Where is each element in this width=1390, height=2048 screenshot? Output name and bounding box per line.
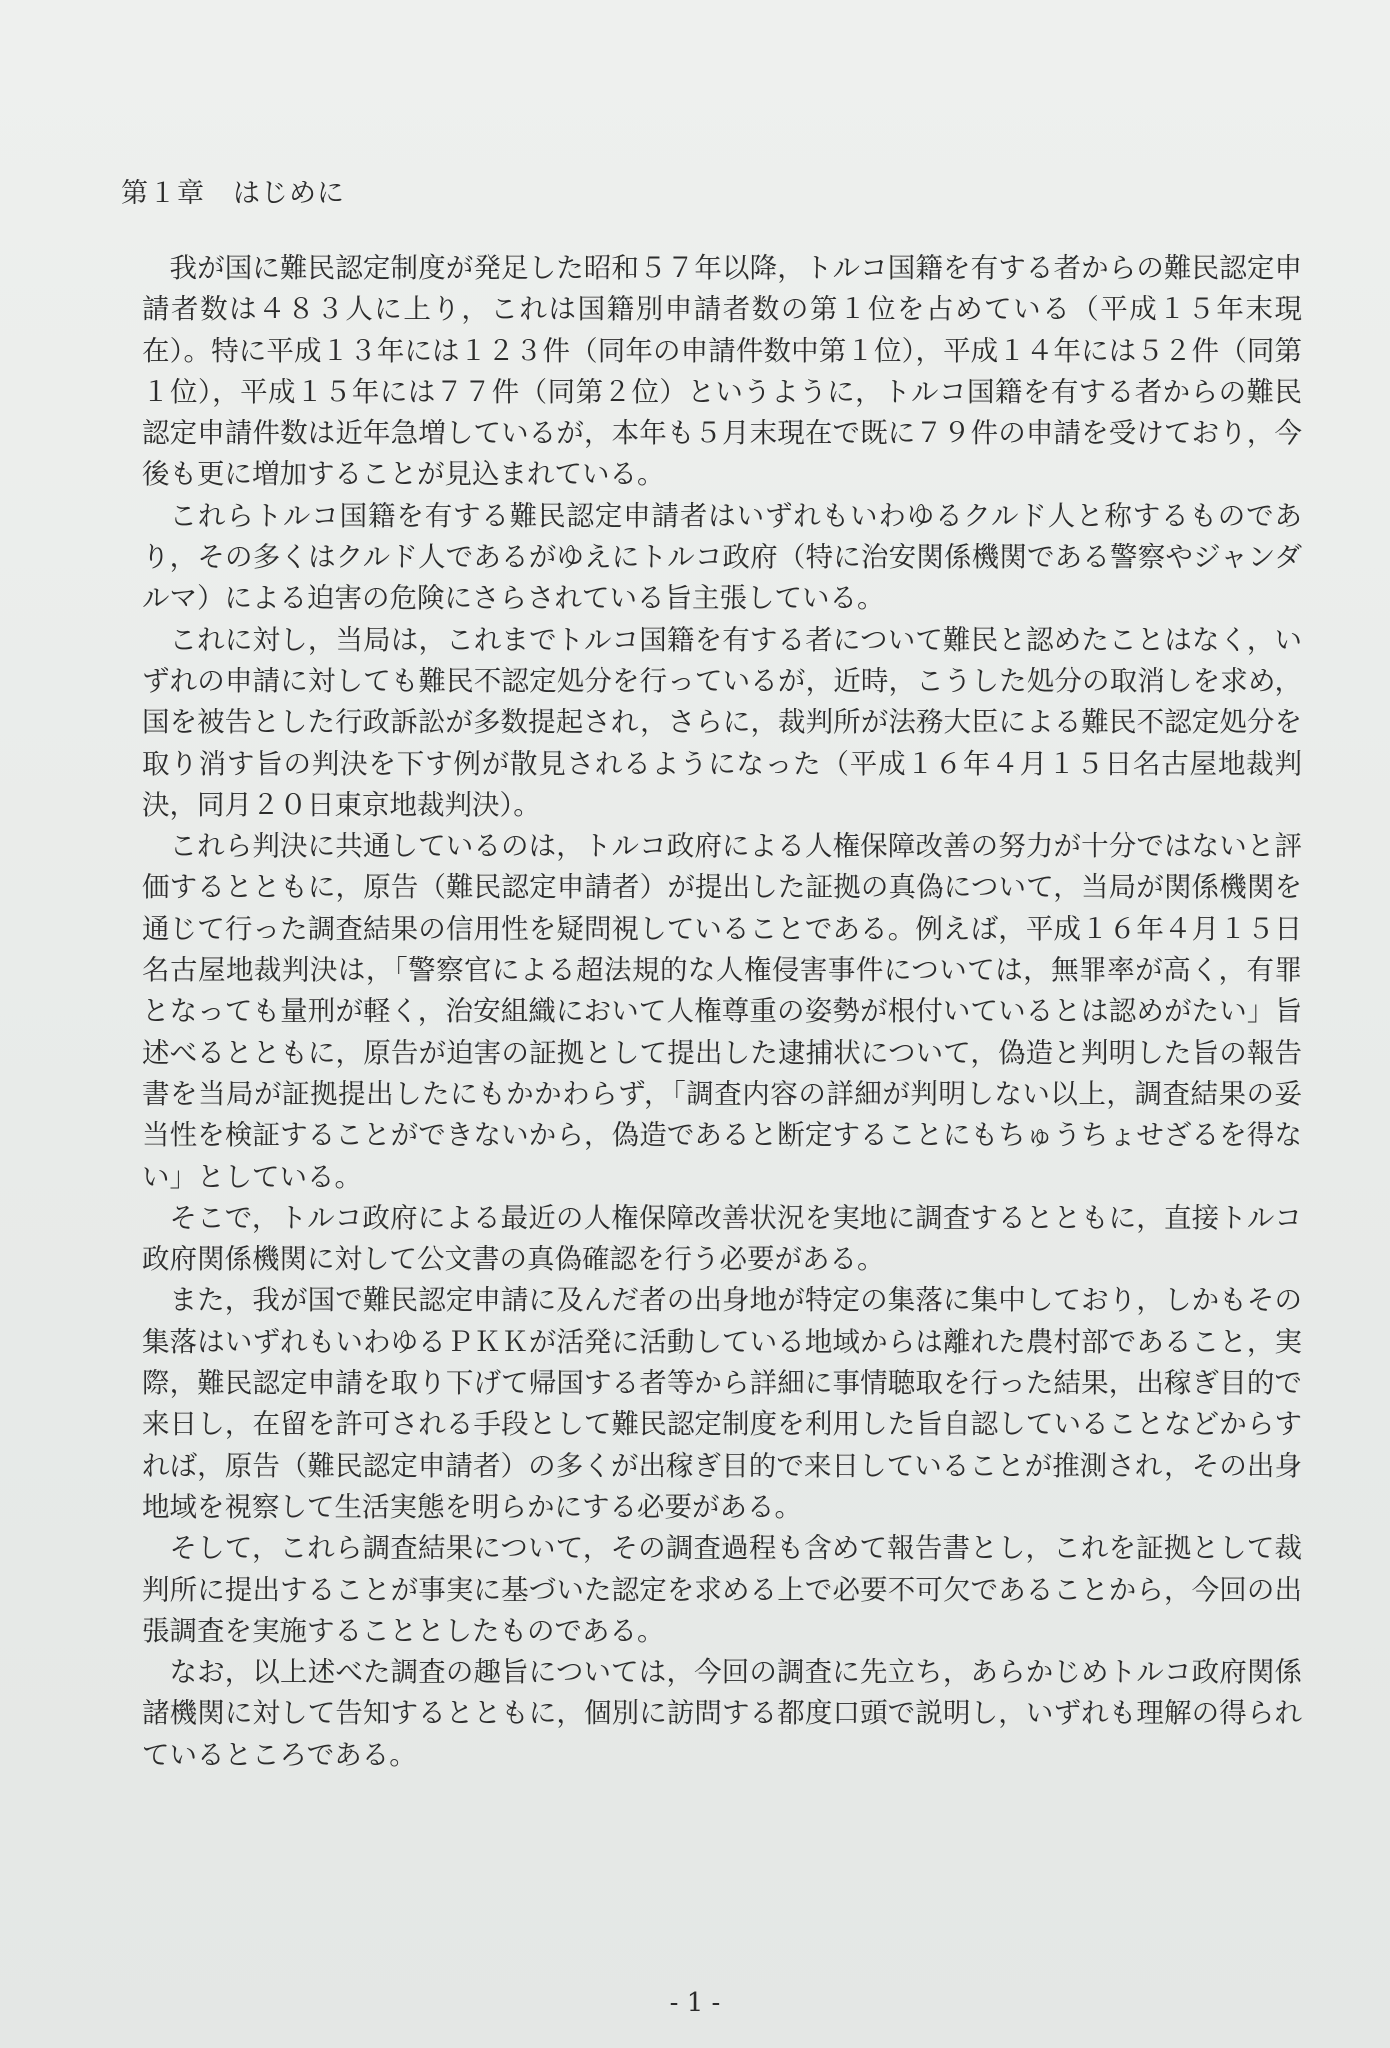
paragraph-3: これに対し，当局は，これまでトルコ国籍を有する者について難民と認めたことはなく，いずれの申請に対しても難民不認定処分を行っているが，近時，こうした処分の取消しを求め，国を被告とした行政訴訟が多数提起され，さらに，裁判所が法務大臣による難民不認定処分を取り消す旨の判決を下す例が散見されるようになった（平成１６年４月１５日名古屋地裁判決，同月２０日東京地裁判決）。	[142, 623, 1302, 821]
page-number: - 1 -	[669, 1988, 721, 2018]
paragraph-4: これら判決に共通しているのは，トルコ政府による人権保障改善の努力が十分ではないと評価するとともに，原告（難民認定申請者）が提出した証拠の真偽について，当局が関係機関を通じて行った調査結果の信用性を疑問視していることである。例えば，平成１６年４月１５日名古屋地裁判決は，「警察官による超法規的な人権侵害事件については，無罪率が高く，有罪となっても量刑が軽く，治安組織において人権尊重の姿勢が根付いているとは認めがたい」旨述べるとともに，原告が迫害の証拠として提出した逮捕状について，偽造と判明した旨の報告書を当局が証拠提出したにもかかわらず，「調査内容の詳細が判明しない以上，調査結果の妥当性を検証することができないから，偽造であると断定することにもちゅうちょせざるを得ない」としている。	[142, 830, 1302, 1193]
paragraph-2: これらトルコ国籍を有する難民認定申請者はいずれもいわゆるクルド人と称するものであり，その多くはクルド人であるがゆえにトルコ政府（特に治安関係機関である警察やジャンダルマ）による迫害の危険にさらされている旨主張している。	[142, 499, 1302, 615]
chapter-title: 第１章 はじめに	[121, 178, 345, 209]
paragraph-5: そこで，トルコ政府による最近の人権保障改善状況を実地に調査するとともに，直接トルコ政府関係機関に対して公文書の真偽確認を行う必要がある。	[142, 1201, 1302, 1276]
paragraph-6: また，我が国で難民認定申請に及んだ者の出身地が特定の集落に集中しており，しかもその集落はいずれもいわゆるＰＫＫが活発に活動している地域からは離れた農村部であること，実際，難民認定申請を取り下げて帰国する者等から詳細に事情聴取を行った結果，出稼ぎ目的で来日し，在留を許可される手段として難民認定制度を利用した旨自認していることなどからすれば，原告（難民認定申請者）の多くが出稼ぎ目的で来日していることが推測され，その出身地域を視察して生活実態を明らかにする必要がある。	[142, 1284, 1302, 1523]
body-text	[142, 248, 1302, 1776]
paragraph-7: そして，これら調査結果について，その調査過程も含めて報告書とし，これを証拠として裁判所に提出することが事実に基づいた認定を求める上で必要不可欠であることから，今回の出張調査を実施することとしたものである。	[142, 1532, 1302, 1647]
paragraph-1: 我が国に難民認定制度が発足した昭和５７年以降，トルコ国籍を有する者からの難民認定申請者数は４８３人に上り，これは国籍別申請者数の第１位を占めている（平成１５年末現在）。特に平成１３年には１２３件（同年の申請件数中第１位），平成１４年には５２件（同第１位），平成１５年には７７件（同第２位）というように，トルコ国籍を有する者からの難民認定申請件数は近年急増しているが，本年も５月末現在で既に７９件の申請を受けており，今後も更に増加することが見込まれている。	[142, 252, 1302, 491]
paragraph-8: なお，以上述べた調査の趣旨については，今回の調査に先立ち，あらかじめトルコ政府関係諸機関に対して告知するとともに，個別に訪問する都度口頭で説明し，いずれも理解の得られているところである。	[142, 1656, 1302, 1771]
